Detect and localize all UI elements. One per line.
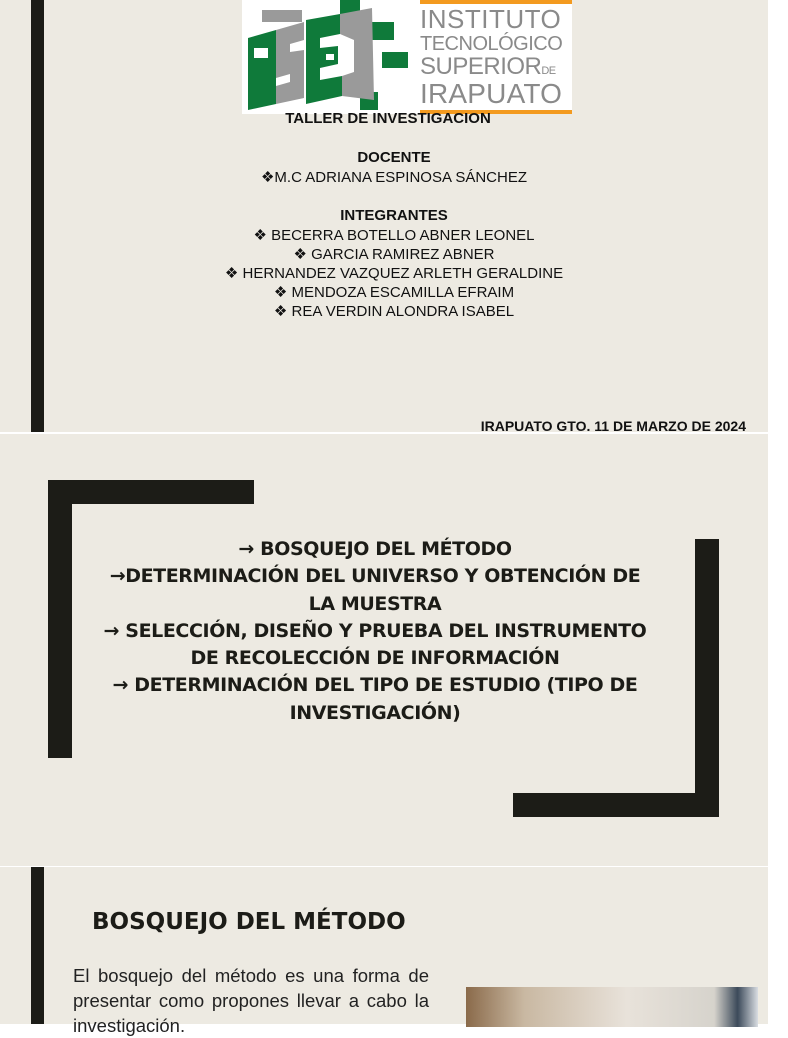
logo-text-line2: TECNOLÓGICO (420, 33, 563, 55)
agenda-item: → SELECCIÓN, DISEÑO Y PRUEBA DEL INSTRUMENTO DE RECOLECCIÓN DE INFORMACIÓN (103, 619, 647, 670)
place-date: IRAPUATO GTO. 11 DE MARZO DE 2024 (480, 418, 746, 434)
logo-text-line1: INSTITUTO (420, 4, 562, 34)
frame-corner-top-left (48, 480, 254, 504)
member-item: ❖ REA VERDIN ALONDRA ISABEL (273, 303, 515, 320)
frame-corner-bottom-right (513, 793, 719, 817)
logo-text-line3: SUPERIORDE (420, 53, 556, 80)
frame-corner-top-left-vertical (48, 480, 72, 758)
integrantes-heading: INTEGRANTES (340, 207, 448, 224)
member-item: ❖ BECERRA BOTELLO ABNER LEONEL (253, 227, 535, 244)
slide-photo (466, 987, 758, 1027)
docente-heading: DOCENTE (357, 149, 431, 166)
agenda-list (100, 536, 650, 727)
member-item: ❖ MENDOZA ESCAMILLA EFRAIM (273, 284, 515, 301)
docente-name: ❖M.C ADRIANA ESPINOSA SÁNCHEZ (260, 169, 527, 186)
itesi-logo (242, 0, 572, 114)
isie-gear-logo-icon (242, 0, 420, 114)
frame-corner-bottom-right-vertical (695, 539, 719, 817)
agenda-item: → DETERMINACIÓN DEL TIPO DE ESTUDIO (TIPO DE INVESTIGACIÓN) (112, 674, 638, 724)
left-accent-bar (31, 867, 44, 1024)
slide-title: BOSQUEJO DEL MÉTODO (92, 909, 406, 935)
slide-body-text: El bosquejo del método es una forma de presentar como propones llevar a cabo la investigación. (73, 965, 429, 1036)
logo-text-line4: IRAPUATO (420, 78, 563, 109)
member-item: ❖ HERNANDEZ VAZQUEZ ARLETH GERALDINE (224, 265, 564, 282)
agenda-slide (0, 434, 768, 866)
agenda-item: → BOSQUEJO DEL MÉTODO (238, 538, 512, 560)
content-slide (0, 867, 768, 1036)
agenda-item: →DETERMINACIÓN DEL UNIVERSO Y OBTENCIÓN DE LA MUESTRA (109, 565, 641, 615)
member-item: ❖ GARCIA RAMIREZ ABNER (293, 246, 495, 263)
course-title: TALLER DE INVESTIGACION (285, 110, 491, 127)
title-slide (0, 0, 768, 432)
